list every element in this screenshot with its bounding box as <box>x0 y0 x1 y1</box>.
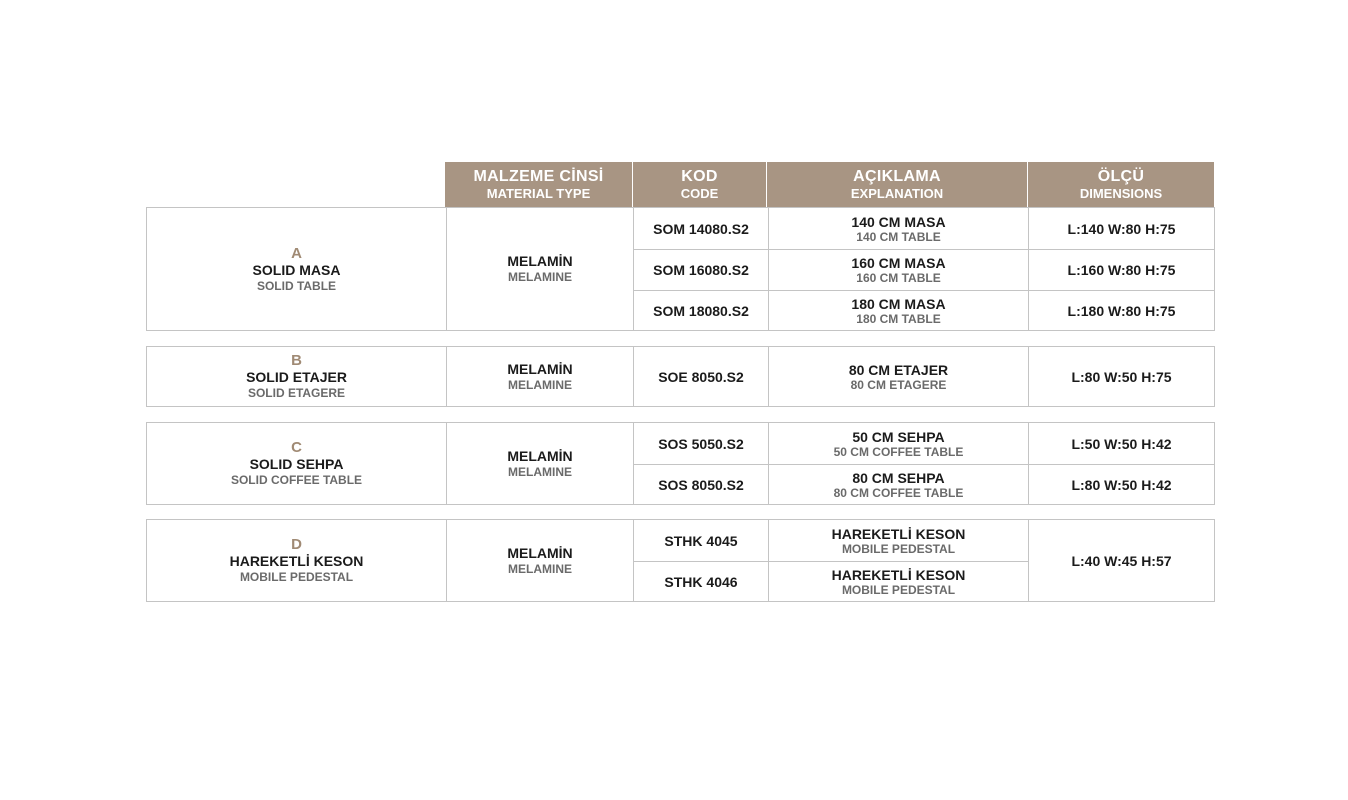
header-material-en: MATERIAL TYPE <box>486 185 591 201</box>
product-code: SOS 8050.S2 <box>658 476 744 493</box>
header-code-en: CODE <box>680 185 719 201</box>
header-explanation-tr: AÇIKLAMA <box>853 167 941 185</box>
dimensions-cell <box>1028 520 1214 601</box>
explanation-cell <box>768 423 1028 464</box>
material-name: MELAMİN <box>507 447 573 464</box>
product-cell <box>147 208 446 330</box>
variant-rows <box>633 347 1028 406</box>
material-name-en: MELAMINE <box>508 377 572 392</box>
dimensions-value: L:140 W:80 H:75 <box>1067 220 1176 237</box>
product-name-en: MOBILE PEDESTAL <box>239 570 354 584</box>
dimensions-cell <box>1029 464 1214 504</box>
product-letter: A <box>291 244 302 262</box>
variant-rows <box>633 520 1028 601</box>
dimensions-column <box>1028 208 1214 330</box>
product-cell <box>147 520 446 601</box>
header-dimensions <box>1027 162 1214 207</box>
table-header <box>445 162 1214 207</box>
product-name-en: SOLID TABLE <box>256 278 337 293</box>
table-row <box>634 464 1028 504</box>
explanation-tr: HAREKETLİ KESON <box>831 566 966 583</box>
product-group-a <box>146 207 1215 331</box>
product-code: SOS 5050.S2 <box>658 435 744 452</box>
variant-rows <box>633 208 1028 330</box>
product-name-en: SOLID ETAGERE <box>247 386 346 400</box>
dimensions-value: L:160 W:80 H:75 <box>1067 262 1176 278</box>
product-code: SOM 16080.S2 <box>653 262 749 278</box>
header-code <box>632 162 766 207</box>
explanation-tr: 140 CM MASA <box>851 213 946 230</box>
dimensions-cell <box>1068 208 1176 249</box>
explanation-en: 140 CM TABLE <box>856 229 941 244</box>
product-cell <box>147 423 446 504</box>
explanation-tr: 180 CM MASA <box>851 295 946 312</box>
explanation-cell <box>768 291 1028 330</box>
explanation-cell <box>768 465 1028 504</box>
explanation-cell <box>768 250 1028 290</box>
header-dimensions-tr: ÖLÇÜ <box>1097 167 1145 185</box>
table-row <box>634 249 1028 290</box>
dimensions-value: L:40 W:45 H:57 <box>1071 552 1172 569</box>
explanation-cell <box>768 208 1028 249</box>
dimensions-cell <box>1029 290 1214 330</box>
dimensions-cell <box>1028 347 1214 406</box>
product-letter: B <box>291 352 302 369</box>
explanation-tr: 80 CM ETAJER <box>848 361 949 378</box>
material-name-en: MELAMINE <box>508 464 572 479</box>
product-group-c <box>146 422 1215 505</box>
dimensions-value: L:80 W:50 H:75 <box>1071 368 1172 385</box>
variant-rows <box>633 423 1028 504</box>
dimensions-cell <box>1029 249 1214 290</box>
material-name: MELAMİN <box>507 253 573 269</box>
product-letter: D <box>291 536 302 553</box>
product-code: STHK 4046 <box>664 573 738 590</box>
explanation-en: 80 CM COFFEE TABLE <box>833 485 964 500</box>
dimensions-value: L:180 W:80 H:75 <box>1067 302 1176 319</box>
dimensions-column <box>1028 423 1214 504</box>
table-row <box>634 347 1028 406</box>
explanation-en: 50 CM COFFEE TABLE <box>833 444 964 459</box>
explanation-en: 180 CM TABLE <box>856 311 941 326</box>
explanation-en: MOBILE PEDESTAL <box>841 541 956 556</box>
table-row <box>634 423 1028 464</box>
product-name: SOLID SEHPA <box>249 456 344 472</box>
material-cell <box>446 520 633 601</box>
explanation-tr: 160 CM MASA <box>851 255 946 271</box>
product-code: SOE 8050.S2 <box>658 368 744 385</box>
explanation-en: 160 CM TABLE <box>856 271 941 285</box>
material-name: MELAMİN <box>507 360 573 377</box>
product-code: SOM 14080.S2 <box>653 220 749 237</box>
product-name: SOLID MASA <box>252 261 341 278</box>
material-name-en: MELAMINE <box>508 561 572 576</box>
product-cell <box>147 347 446 406</box>
explanation-tr: 50 CM SEHPA <box>852 428 945 445</box>
table-row <box>634 290 1028 330</box>
material-cell <box>446 423 633 504</box>
material-name-en: MELAMINE <box>508 270 572 284</box>
dimensions-value: L:80 W:50 H:42 <box>1071 476 1172 493</box>
explanation-cell <box>768 562 1028 601</box>
dimensions-value: L:50 W:50 H:42 <box>1071 435 1172 452</box>
table-row <box>634 561 1028 601</box>
product-letter: C <box>291 439 302 456</box>
explanation-en: 80 CM ETAGERE <box>850 377 947 392</box>
explanation-tr: HAREKETLİ KESON <box>831 525 966 542</box>
header-explanation-en: EXPLANATION <box>850 185 944 201</box>
material-cell <box>446 208 633 330</box>
product-name-en: SOLID COFFEE TABLE <box>230 473 363 487</box>
explanation-tr: 80 CM SEHPA <box>852 469 945 486</box>
explanation-en: MOBILE PEDESTAL <box>841 582 956 597</box>
product-code: SOM 18080.S2 <box>653 302 749 319</box>
product-group-d <box>146 519 1215 602</box>
table-row <box>634 520 1028 561</box>
product-name: HAREKETLİ KESON <box>229 553 364 569</box>
explanation-cell <box>768 347 1028 406</box>
explanation-cell <box>768 520 1028 561</box>
header-dimensions-en: DIMENSIONS <box>1079 185 1163 201</box>
product-group-b <box>146 346 1215 407</box>
header-code-tr: KOD <box>681 167 718 185</box>
header-material <box>445 162 632 207</box>
product-name: SOLID ETAJER <box>246 369 347 385</box>
material-cell <box>446 347 633 406</box>
table-row <box>634 208 1028 249</box>
header-explanation <box>766 162 1027 207</box>
dimensions-cell <box>1029 423 1214 464</box>
product-code: STHK 4045 <box>664 532 738 549</box>
header-material-tr: MALZEME CİNSİ <box>473 167 604 185</box>
material-name: MELAMİN <box>507 544 573 561</box>
